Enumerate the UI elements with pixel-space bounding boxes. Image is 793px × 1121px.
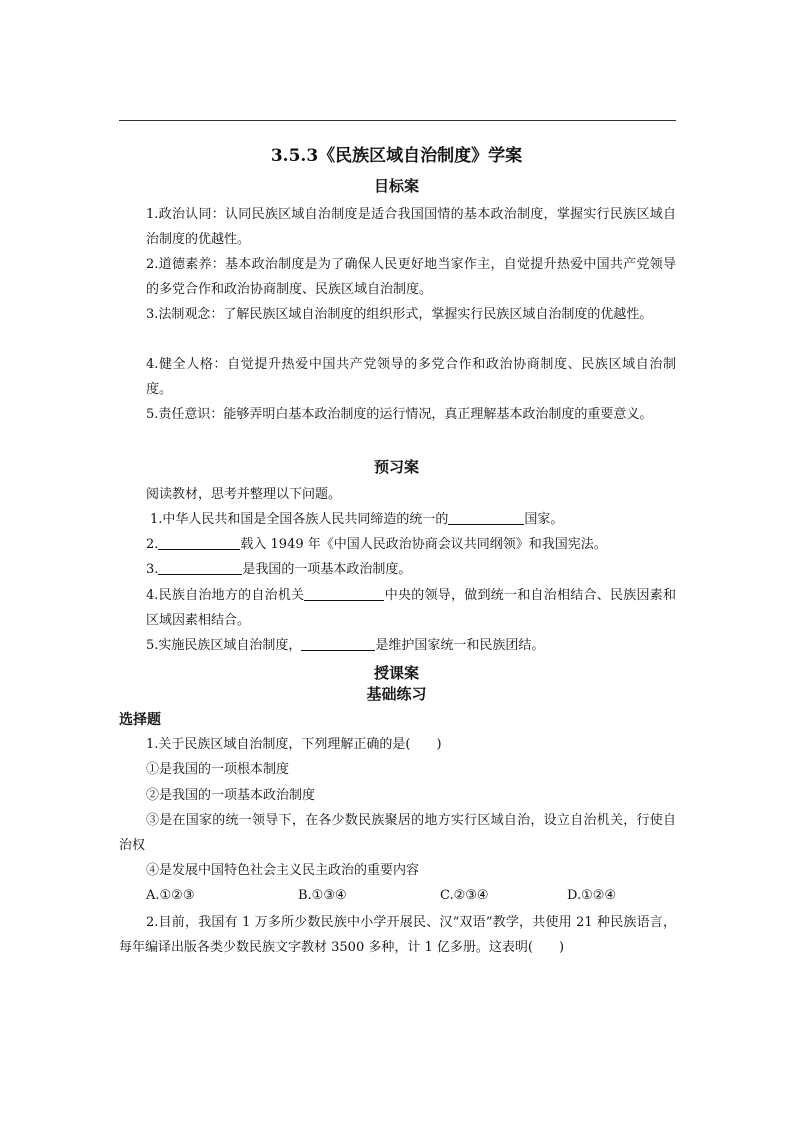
preview-q4-tail: 中央的领导，做到统一和自治相结合、民族因素和区域因素相结合。 [146, 588, 676, 628]
preview-q2-num: 2. [146, 537, 159, 552]
goal-item-3 [146, 302, 676, 327]
answer-blank[interactable] [158, 560, 242, 575]
goal-text-5: 5.责任意识：能够弄明白基本政治制度的运行情况，真正理解基本政治制度的重要意义。 [146, 407, 653, 422]
header-rule [119, 120, 676, 121]
preview-q4-text: 4.民族自治地方的自治机关 [146, 588, 305, 603]
preview-q1-text: 1.中华人民共和国是全国各族人民共同缔造的统一的 [150, 512, 449, 527]
section-heading-practice: 基础练习 [366, 685, 427, 703]
question-1-statement-1: ①是我国的一项根本制度 [146, 762, 290, 777]
choice-section-label: 选择题 [119, 712, 161, 728]
question-2-stem: 2.目前，我国有 1 万多所少数民族中小学开展民、汉“双语”教学，共使用 21 种民族语言，每年编译出版各类少数民族文字教材 3500 多种，计 1 亿多册。这表明( ) [119, 915, 676, 955]
preview-question-5 [146, 633, 676, 658]
preview-question-1 [150, 507, 676, 532]
option-d[interactable]: D.①②④ [567, 888, 617, 903]
answer-blank[interactable] [304, 586, 384, 601]
goal-text-1: 1.政治认同：认同民族区域自治制度是适合我国国情的基本政治制度，掌握实行民族区域自治制度的优越性。 [146, 207, 676, 247]
option-a[interactable]: A.①②③ [146, 888, 195, 903]
goal-item-2 [146, 252, 676, 302]
section-heading-lecture: 授课案 [373, 664, 419, 682]
preview-q1-tail: 国家。 [524, 512, 564, 527]
question-1-stem: 1.关于民族区域自治制度，下列理解正确的是( ) [146, 737, 442, 752]
preview-question-3 [146, 557, 676, 582]
preview-q3-num: 3. [146, 562, 159, 577]
section-heading-goals: 目标案 [373, 177, 419, 195]
preview-q5-tail: 是维护国家统一和民族团结。 [375, 638, 545, 653]
page-title: 3.5.3《民族区域自治制度》学案 [270, 146, 523, 166]
option-b[interactable]: B.①③④ [298, 888, 347, 903]
preview-intro: 阅读教材，思考并整理以下问题。 [146, 487, 342, 502]
section-heading-preview: 预习案 [373, 458, 419, 476]
goal-item-4 [146, 352, 676, 402]
answer-blank[interactable] [158, 535, 240, 550]
goal-text-3: 3.法制观念：了解民族区域自治制度的组织形式，掌握实行民族区域自治制度的优越性。 [146, 307, 653, 322]
answer-blank[interactable] [301, 636, 375, 651]
question-1-statement-3: ③是在国家的统一领导下，在各少数民族聚居的地方实行区域自治，设立自治机关，行使自治权 [119, 813, 676, 853]
preview-question-4 [146, 583, 676, 633]
goal-text-2: 2.道德素养：基本政治制度是为了确保人民更好地当家作主，自觉提升热爱中国共产党领导的多党合作和政治协商制度、民族区域自治制度。 [146, 257, 676, 297]
preview-q3-text: 是我国的一项基本政治制度。 [242, 562, 412, 577]
goal-text-4: 4.健全人格：自觉提升热爱中国共产党领导的多党合作和政治协商制度、民族区域自治制度。 [146, 357, 676, 397]
goal-item-5 [146, 402, 676, 427]
preview-q2-text: 载入 1949 年《中国人民政治协商会议共同纲领》和我国宪法。 [240, 537, 607, 552]
answer-blank[interactable] [448, 510, 524, 525]
preview-question-2 [146, 532, 676, 557]
question-1-statement-2: ②是我国的一项基本政治制度 [146, 788, 316, 803]
preview-q5-text: 5.实施民族区域自治制度， [146, 638, 302, 653]
goal-item-1 [146, 202, 676, 252]
question-1-statement-4: ④是发展中国特色社会主义民主政治的重要内容 [146, 863, 420, 878]
option-c[interactable]: C.②③④ [440, 888, 489, 903]
